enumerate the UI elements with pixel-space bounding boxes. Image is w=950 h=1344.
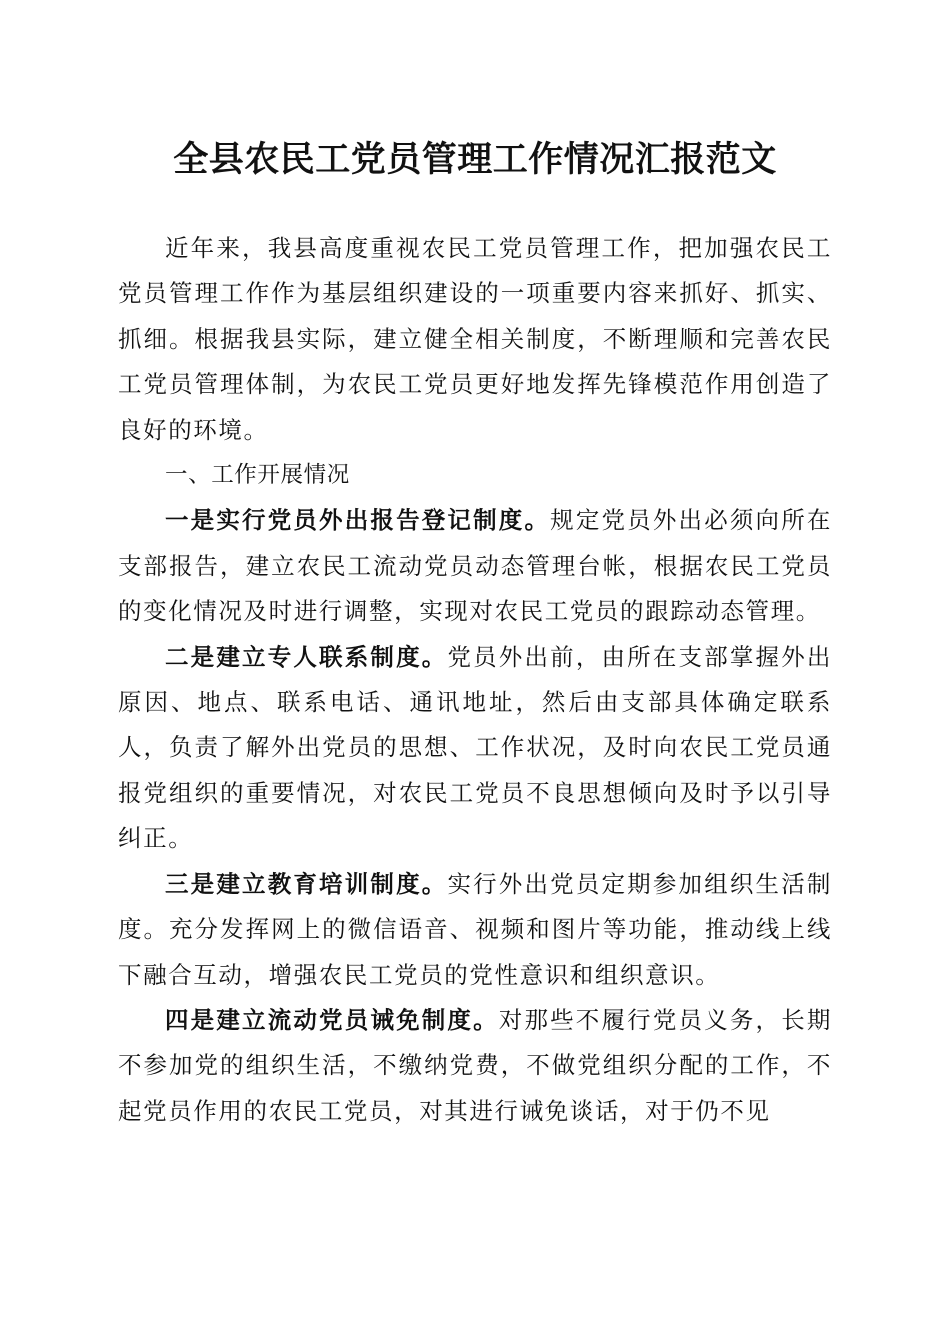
item-lead: 四是建立流动党员诫免制度。 [165, 1005, 499, 1034]
item-text: 对那些不履行党员义务，长期不参加党的组织生活，不缴纳党费，不做党组织分配的工作，不起党员作用的农民工党员，对其进行诫免谈话，对于仍不见 [118, 1005, 832, 1125]
document-title: 全县农民工党员管理工作情况汇报范文 [173, 139, 777, 180]
item-paragraph-3 [118, 862, 832, 998]
item-paragraph-1 [118, 498, 832, 634]
item-text: 党员外出前，由所在支部掌握外出原因、地点、联系电话、通讯地址，然后由支部具体确定联系人，负责了解外出党员的思想、工作状况，及时向农民工党员通报党组织的重要情况，对农民工党员不良思想倾向及时予以引导纠正。 [118, 642, 832, 853]
item-text: 规定党员外出必须向所在支部报告，建立农民工流动党员动态管理台帐，根据农民工党员的变化情况及时进行调整，实现对农民工党员的跟踪动态管理。 [118, 506, 832, 626]
intro-paragraph: 近年来，我县高度重视农民工党员管理工作，把加强农民工党员管理工作作为基层组织建设的一项重要内容来抓好、抓实、抓细。根据我县实际，建立健全相关制度，不断理顺和完善农民工党员管理体制，为农民工党员更好地发挥先锋模范作用创造了良好的环境。 [118, 234, 832, 444]
item-lead: 三是建立教育培训制度。 [165, 869, 448, 898]
section-heading: 一、工作开展情况 [165, 462, 350, 489]
item-paragraph-2 [118, 635, 832, 862]
item-lead: 二是建立专人联系制度。 [165, 642, 448, 671]
document-body [118, 226, 832, 1134]
item-text: 实行外出党员定期参加组织生活制度。充分发挥网上的微信语音、视频和图片等功能，推动线上线下融合互动，增强农民工党员的党性意识和组织意识。 [118, 869, 832, 989]
item-paragraph-4 [118, 998, 832, 1134]
item-lead: 一是实行党员外出报告登记制度。 [165, 506, 551, 535]
